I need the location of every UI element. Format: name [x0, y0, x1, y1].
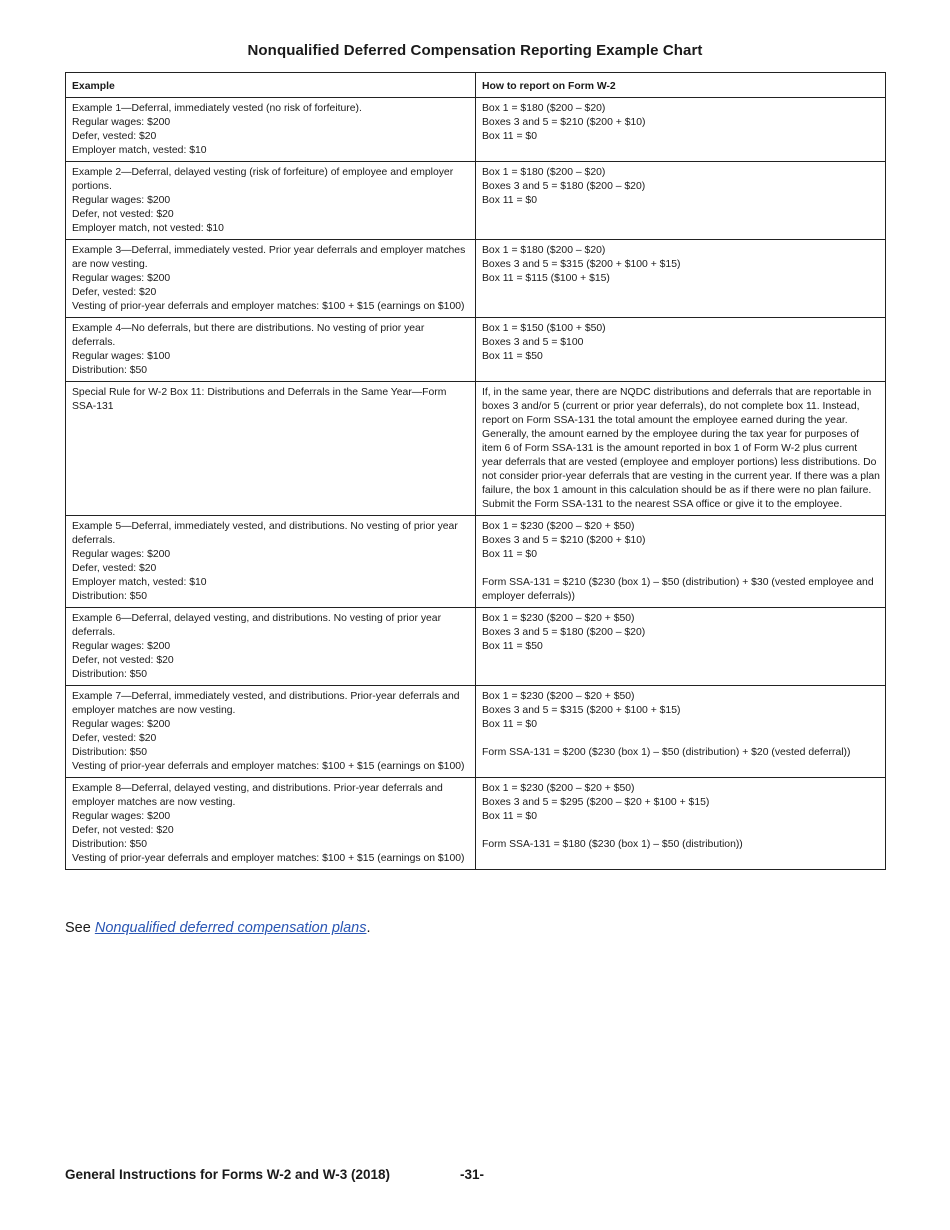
- cell-line: Distribution: $50: [72, 365, 148, 376]
- table-row: [66, 382, 886, 516]
- cell-line: Box 1 = $180 ($200 – $20): [482, 103, 606, 114]
- cell-line: Box 11 = $0: [482, 195, 537, 206]
- cell-line: Example 1—Deferral, immediately vested (no risk of forfeiture).: [72, 103, 362, 114]
- cell-line: Special Rule for W-2 Box 11: Distributions and Deferrals in the Same Year—Form SSA-131: [72, 387, 447, 412]
- cell-line: Vesting of prior-year deferrals and employer matches: $100 + $15 (earnings on $100): [72, 301, 465, 312]
- footer-page-number: -31-: [460, 1167, 485, 1182]
- cell-line: Distribution: $50: [72, 839, 148, 850]
- cell-line: Form SSA-131 = $180 ($230 (box 1) – $50 (distribution)): [482, 839, 743, 850]
- cell-line: Regular wages: $100: [72, 351, 171, 362]
- example-cell: [66, 162, 476, 240]
- cell-line: Regular wages: $200: [72, 719, 171, 730]
- cell-line: Regular wages: $200: [72, 195, 171, 206]
- report-cell: [476, 686, 886, 778]
- example-cell: [66, 608, 476, 686]
- cell-line: Defer, vested: $20: [72, 733, 157, 744]
- cell-line: Box 11 = $0: [482, 719, 537, 730]
- cell-line: Box 11 = $115 ($100 + $15): [482, 273, 610, 284]
- cell-line: If, in the same year, there are NQDC distributions and deferrals that are reportable in boxes 3 and/or 5 (current or prior year deferrals), do not complete box 11. Instead, report on Form SSA-131 the total amount the employee earned during the year. Generally, the amount earned by the employee during the tax year for purposes of item 6 of Form SSA-131 is the amount reported in box 1 of Form W-2 plus current year deferrals that are vested (employee and employer portions) less distributions. Do not consider prior-year deferrals that are vesting in the current year. If there was a plan failure, the box 1 amount in this calculation should be as if there were no plan failure. Submit the Form SSA-131 to the nearest SSA office or give it to the employee.: [482, 387, 880, 510]
- cell-line: Distribution: $50: [72, 669, 148, 680]
- report-cell: [476, 608, 886, 686]
- cell-line: Box 1 = $230 ($200 – $20 + $50): [482, 691, 635, 702]
- example-cell: [66, 382, 476, 516]
- cell-line: Defer, not vested: $20: [72, 825, 174, 836]
- cell-line: Employer match, vested: $10: [72, 145, 207, 156]
- cell-line: Example 2—Deferral, delayed vesting (risk of forfeiture) of employee and employer portions.: [72, 167, 454, 192]
- cell-line: Defer, not vested: $20: [72, 655, 174, 666]
- cell-line: Boxes 3 and 5 = $210 ($200 + $10): [482, 535, 646, 546]
- cell-line: Vesting of prior-year deferrals and employer matches: $100 + $15 (earnings on $100): [72, 853, 465, 864]
- cell-line: Box 11 = $0: [482, 131, 537, 142]
- cell-line: Boxes 3 and 5 = $100: [482, 337, 584, 348]
- cell-line: Vesting of prior-year deferrals and employer matches: $100 + $15 (earnings on $100): [72, 761, 465, 772]
- cell-line: Box 1 = $180 ($200 – $20): [482, 167, 606, 178]
- report-cell: [476, 162, 886, 240]
- cell-line: Box 11 = $50: [482, 641, 543, 652]
- cell-line: Box 11 = $0: [482, 549, 537, 560]
- cell-line: Boxes 3 and 5 = $295 ($200 – $20 + $100 + $15): [482, 797, 710, 808]
- cell-line: Employer match, vested: $10: [72, 577, 207, 588]
- cell-line: Boxes 3 and 5 = $180 ($200 – $20): [482, 181, 646, 192]
- table-row: [66, 608, 886, 686]
- see-suffix: .: [366, 920, 371, 936]
- cell-line: Boxes 3 and 5 = $315 ($200 + $100 + $15): [482, 259, 681, 270]
- column-header-how-to-report: How to report on Form W-2: [476, 73, 886, 98]
- cell-line: Defer, vested: $20: [72, 131, 157, 142]
- cell-line: Employer match, not vested: $10: [72, 223, 224, 234]
- table-row: [66, 778, 886, 870]
- report-cell: [476, 516, 886, 608]
- spacer: [482, 562, 880, 576]
- table-row: [66, 240, 886, 318]
- cell-line: Form SSA-131 = $200 ($230 (box 1) – $50 (distribution) + $20 (vested deferral)): [482, 747, 851, 758]
- see-also-note: [65, 920, 371, 936]
- cell-line: Box 1 = $230 ($200 – $20 + $50): [482, 783, 635, 794]
- cell-line: Example 8—Deferral, delayed vesting, and distributions. Prior-year deferrals and employer matches are now vesting.: [72, 783, 443, 808]
- example-cell: [66, 686, 476, 778]
- table-row: [66, 318, 886, 382]
- report-cell: [476, 240, 886, 318]
- see-prefix: See: [65, 920, 95, 936]
- report-cell: [476, 778, 886, 870]
- table-row: [66, 98, 886, 162]
- page-title: Nonqualified Deferred Compensation Reporting Example Chart: [247, 42, 703, 59]
- table-row: [66, 516, 886, 608]
- example-cell: [66, 98, 476, 162]
- cell-line: Regular wages: $200: [72, 273, 171, 284]
- column-header-example: Example: [66, 73, 476, 98]
- report-cell: [476, 98, 886, 162]
- footer-publication-title: General Instructions for Forms W-2 and W-3 (2018): [65, 1167, 391, 1182]
- cell-line: Boxes 3 and 5 = $180 ($200 – $20): [482, 627, 646, 638]
- cell-line: Example 4—No deferrals, but there are distributions. No vesting of prior year deferrals.: [72, 323, 425, 348]
- spacer: [482, 824, 880, 838]
- spacer: [482, 732, 880, 746]
- cell-line: Defer, vested: $20: [72, 563, 157, 574]
- nqdc-plans-link[interactable]: Nonqualified deferred compensation plans: [94, 920, 367, 936]
- table-header-row: [66, 73, 886, 98]
- cell-line: Boxes 3 and 5 = $315 ($200 + $100 + $15): [482, 705, 681, 716]
- example-cell: [66, 516, 476, 608]
- cell-line: Defer, vested: $20: [72, 287, 157, 298]
- example-cell: [66, 778, 476, 870]
- cell-line: Example 6—Deferral, delayed vesting, and distributions. No vesting of prior year deferrals.: [72, 613, 442, 638]
- cell-line: Box 1 = $180 ($200 – $20): [482, 245, 606, 256]
- cell-line: Distribution: $50: [72, 591, 148, 602]
- cell-line: Regular wages: $200: [72, 549, 171, 560]
- cell-line: Box 1 = $150 ($100 + $50): [482, 323, 606, 334]
- cell-line: Regular wages: $200: [72, 641, 171, 652]
- cell-line: Form SSA-131 = $210 ($230 (box 1) – $50 (distribution) + $30 (vested employee and employer deferrals)): [482, 577, 874, 602]
- example-cell: [66, 240, 476, 318]
- cell-line: Defer, not vested: $20: [72, 209, 174, 220]
- report-cell: [476, 382, 886, 516]
- cell-line: Box 11 = $50: [482, 351, 543, 362]
- cell-line: Regular wages: $200: [72, 811, 171, 822]
- cell-line: Regular wages: $200: [72, 117, 171, 128]
- cell-line: Example 7—Deferral, immediately vested, and distributions. Prior-year deferrals and employer matches are now vesting.: [72, 691, 460, 716]
- cell-line: Distribution: $50: [72, 747, 148, 758]
- cell-line: Box 1 = $230 ($200 – $20 + $50): [482, 613, 635, 624]
- nqdc-example-table: [65, 72, 886, 870]
- table-row: [66, 162, 886, 240]
- cell-line: Box 11 = $0: [482, 811, 537, 822]
- table-row: [66, 686, 886, 778]
- cell-line: Example 3—Deferral, immediately vested. Prior year deferrals and employer matches are now vesting.: [72, 245, 466, 270]
- cell-line: Boxes 3 and 5 = $210 ($200 + $10): [482, 117, 646, 128]
- example-cell: [66, 318, 476, 382]
- cell-line: Box 1 = $230 ($200 – $20 + $50): [482, 521, 635, 532]
- report-cell: [476, 318, 886, 382]
- cell-line: Example 5—Deferral, immediately vested, and distributions. No vesting of prior year deferrals.: [72, 521, 458, 546]
